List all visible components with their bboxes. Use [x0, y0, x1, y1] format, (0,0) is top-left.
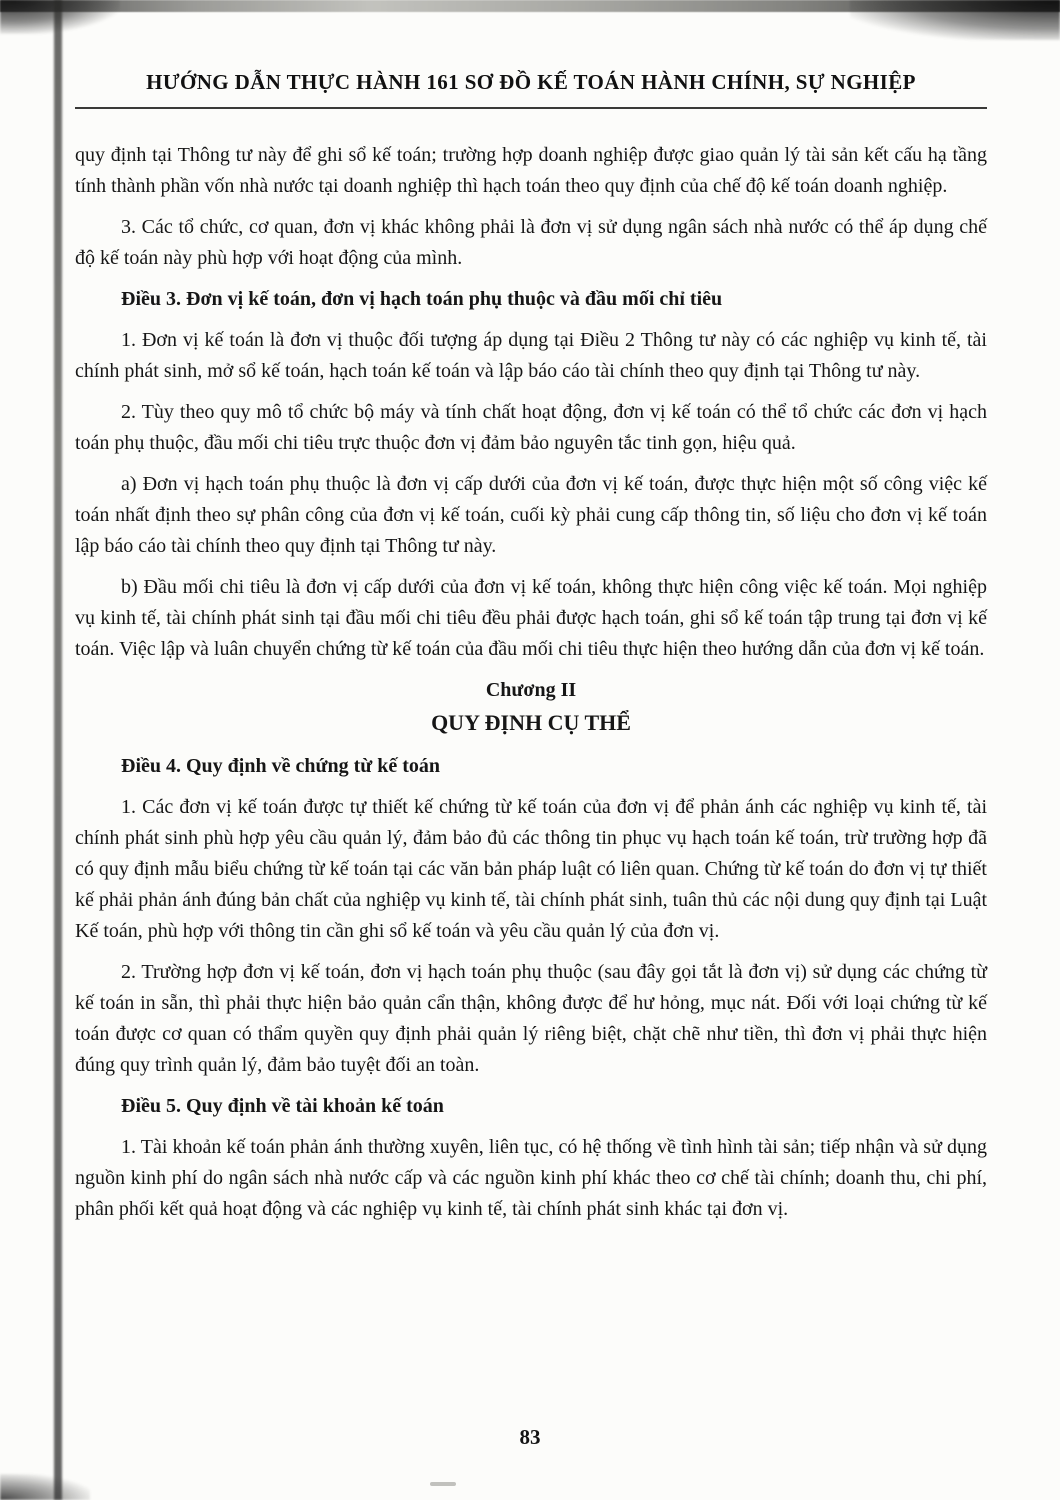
section-heading: Điều 5. Quy định về tài khoản kế toán: [121, 1095, 444, 1117]
document-body: [75, 140, 987, 1235]
paragraph: 2. Tùy theo quy mô tổ chức bộ máy và tính chất hoạt động, đơn vị kế toán có thể tổ chức các đơn vị hạch toán phụ thuộc, đầu mối chi tiêu trực thuộc đơn vị đảm bảo nguyên tắc tinh gọn, hiệu quả.: [75, 401, 987, 454]
paragraph: a) Đơn vị hạch toán phụ thuộc là đơn vị cấp dưới của đơn vị kế toán, được thực hiện một số công việc kế toán nhất định theo sự phân công của đơn vị kế toán, cuối kỳ phải cung cấp thông tin, số liệu cho đơn vị kế toán lập báo cáo tài chính theo quy định tại Thông tư này.: [75, 473, 987, 557]
chapter-number: Chương II: [485, 679, 577, 701]
paragraph: 1. Tài khoản kế toán phản ánh thường xuyên, liên tục, có hệ thống về tình hình tài sản; tiếp nhận và sử dụng nguồn kinh phí do ngân sách nhà nước cấp và các nguồn kinh phí khác theo cơ chế tài chính; doanh thu, chi phí, phân phối kết quả hoạt động và các nghiệp vụ kinh tế, tài chính phát sinh khác tại đơn vị.: [75, 1136, 987, 1220]
scan-artifact-bottom-left-corner: [0, 1474, 90, 1500]
paragraph: 1. Các đơn vị kế toán được tự thiết kế chứng từ kế toán của đơn vị để phản ánh các nghiệp vụ kinh tế, tài chính phát sinh phù hợp yêu cầu quản lý, đảm bảo đủ các thông tin phục vụ hạch toán kế toán, trừ trường hợp đã có quy định mẫu biểu chứng từ kế toán tại các văn bản pháp luật có liên quan. Chứng từ kế toán do đơn vị tự thiết kế phải phản ánh đúng bản chất của nghiệp vụ kinh tế, tài chính phát sinh, tuân thủ các nội dung quy định tại Luật Kế toán, phù hợp với thông tin cần ghi sổ kế toán và yêu cầu quản lý của đơn vị.: [75, 796, 988, 942]
paragraph: 1. Đơn vị kế toán là đơn vị thuộc đối tượng áp dụng tại Điều 2 Thông tư này có các nghiệp vụ kinh tế, tài chính phát sinh, mở sổ kế toán, hạch toán kế toán và lập báo cáo tài chính theo quy định tại Thông tư này.: [75, 329, 987, 382]
scan-artifact-top-right-corner: [850, 0, 1060, 40]
scan-artifact-bottom-mark: [430, 1482, 456, 1486]
section-heading: Điều 3. Đơn vị kế toán, đơn vị hạch toán phụ thuộc và đầu mối chỉ tiêu: [121, 288, 723, 310]
section-heading: Điều 4. Quy định về chứng từ kế toán: [121, 755, 441, 777]
scan-artifact-left-gutter: [54, 0, 62, 1500]
chapter-title: QUY ĐỊNH CỤ THỂ: [431, 710, 631, 735]
page-number: 83: [519, 1425, 541, 1449]
page-header-title: HƯỚNG DẪN THỰC HÀNH 161 SƠ ĐỒ KẾ TOÁN HÀNH CHÍNH, SỰ NGHIỆP: [75, 70, 987, 109]
paragraph: 3. Các tổ chức, cơ quan, đơn vị khác không phải là đơn vị sử dụng ngân sách nhà nước có thể áp dụng chế độ kế toán này phù hợp với hoạt động của mình.: [75, 216, 987, 269]
paragraph: b) Đầu mối chi tiêu là đơn vị cấp dưới của đơn vị kế toán, không thực hiện công việc kế toán. Mọi nghiệp vụ kinh tế, tài chính phát sinh tại đầu mối chi tiêu đều phải được hạch toán, ghi sổ kế toán tập trung tại đơn vị kế toán. Việc lập và luân chuyển chứng từ kế toán của đầu mối chi tiêu thực hiện theo hướng dẫn của đơn vị kế toán.: [75, 576, 987, 660]
paragraph: 2. Trường hợp đơn vị kế toán, đơn vị hạch toán phụ thuộc (sau đây gọi tắt là đơn vị) sử dụng các chứng từ kế toán in sẵn, thì phải thực hiện bảo quản cẩn thận, không được để hư hỏng, mục nát. Đối với loại chứng từ kế toán được cơ quan có thẩm quyền quy định phải quản lý riêng biệt, chặt chẽ như tiền, thì đơn vị phải thực hiện đúng quy trình quản lý, đảm bảo tuyệt đối an toàn.: [75, 961, 987, 1076]
paragraph: quy định tại Thông tư này để ghi sổ kế toán; trường hợp doanh nghiệp được giao quản lý tài sản kết cấu hạ tầng tính thành phần vốn nhà nước tại doanh nghiệp thì hạch toán theo quy định của chế độ kế toán doanh nghiệp.: [75, 144, 987, 197]
